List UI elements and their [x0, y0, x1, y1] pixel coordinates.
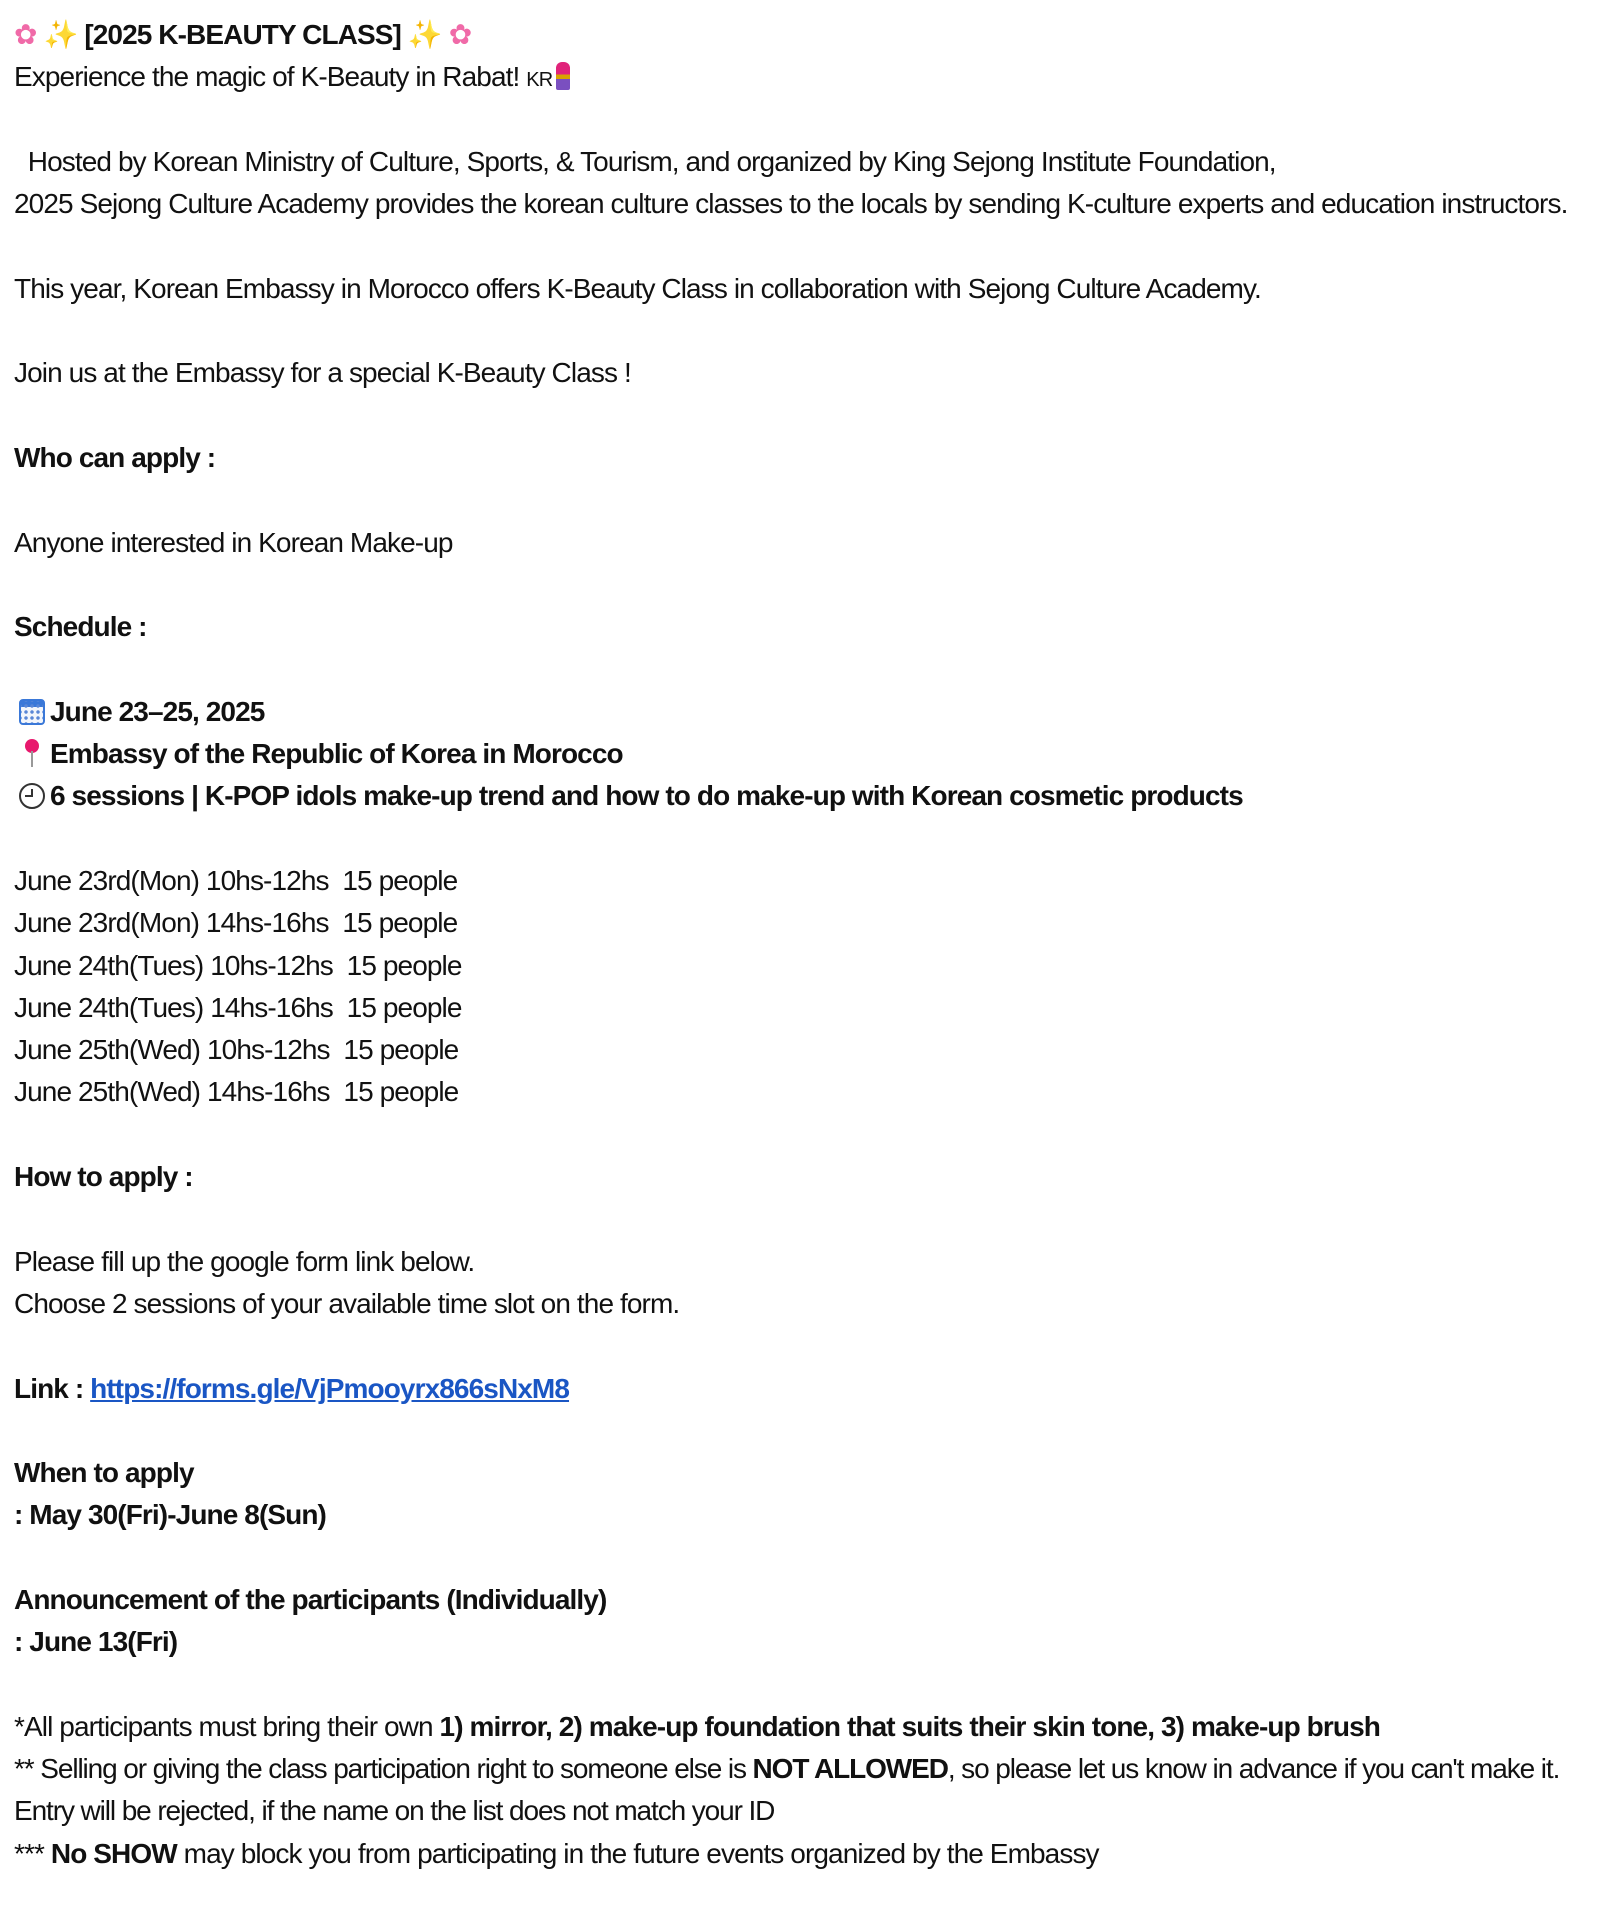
spacer	[14, 1664, 1607, 1706]
session-slot: June 23rd(Mon) 14hs-16hs 15 people	[14, 907, 458, 939]
spacer	[14, 310, 1607, 352]
sparkles-icon: ✨	[43, 19, 78, 50]
spacer	[14, 1198, 1607, 1240]
spacer	[14, 1325, 1607, 1367]
schedule-sessions-line	[14, 775, 1607, 817]
intro-line-2: 2025 Sejong Culture Academy provides the korean culture classes to the locals by sending K-culture experts and education instructors.	[14, 188, 1568, 220]
sparkles-icon: ✨	[407, 19, 442, 50]
note-3-text: ***	[14, 1837, 51, 1869]
schedule-date-line	[14, 691, 1607, 733]
who-text: Anyone interested in Korean Make-up	[14, 526, 453, 558]
spacer	[14, 818, 1607, 860]
collab-text: This year, Korean Embassy in Morocco offers K-Beauty Class in collaboration with Sejong Culture Academy.	[14, 272, 1261, 304]
clock-icon	[19, 783, 45, 809]
when-heading: When to apply	[14, 1457, 194, 1489]
session-slot-list	[14, 860, 1607, 1114]
lipstick-icon	[556, 62, 570, 90]
korea-flag-icon: KR	[526, 69, 553, 92]
spacer	[14, 395, 1607, 437]
session-slot: June 24th(Tues) 10hs-12hs 15 people	[14, 949, 462, 981]
google-form-link[interactable]: https://forms.gle/VjPmooyrx866sNxM8	[90, 1372, 570, 1404]
spacer	[14, 1410, 1607, 1452]
announce-value: : June 13(Fri)	[14, 1626, 178, 1658]
session-slot: June 24th(Tues) 14hs-16hs 15 people	[14, 991, 462, 1023]
link-label: Link :	[14, 1372, 91, 1404]
subtitle-text: Experience the magic of K-Beauty in Rabat!	[14, 61, 527, 93]
note-3-bold: No SHOW	[50, 1837, 177, 1869]
note-1	[14, 1706, 1607, 1748]
join-text: Join us at the Embassy for a special K-Beauty Class !	[14, 357, 631, 389]
note-1-text: *All participants must bring their own	[14, 1710, 440, 1742]
spacer	[14, 564, 1607, 606]
pushpin-icon	[24, 739, 40, 769]
spacer	[14, 1114, 1607, 1156]
when-value: : May 30(Fri)-June 8(Sun)	[14, 1499, 326, 1531]
schedule-heading: Schedule :	[14, 611, 147, 643]
intro-line-1: Hosted by Korean Ministry of Culture, Sports, & Tourism, and organized by King Sejong Institute Foundation,	[14, 145, 1276, 177]
subtitle-line	[14, 56, 1607, 98]
session-slot: June 23rd(Mon) 10hs-12hs 15 people	[14, 864, 458, 896]
spacer	[14, 225, 1607, 267]
calendar-icon	[19, 699, 45, 725]
note-2	[14, 1748, 1607, 1833]
schedule-location: Embassy of the Republic of Korea in Morocco	[50, 738, 623, 770]
link-line	[14, 1368, 1607, 1410]
session-slot: June 25th(Wed) 10hs-12hs 15 people	[14, 1034, 459, 1066]
announce-heading: Announcement of the participants (Individually)	[14, 1583, 607, 1615]
flower-icon: ✿	[14, 19, 37, 50]
note-3-suffix: may block you from participating in the future events organized by the Embassy	[176, 1837, 1099, 1869]
schedule-sessions: 6 sessions | K-POP idols make-up trend and how to do make-up with Korean cosmetic products	[50, 780, 1243, 812]
how-line-2: Choose 2 sessions of your available time slot on the form.	[14, 1287, 680, 1319]
how-heading: How to apply :	[14, 1161, 193, 1193]
flower-icon: ✿	[448, 19, 472, 50]
spacer	[14, 648, 1607, 690]
spacer	[14, 1537, 1607, 1579]
post-title-line	[14, 14, 1607, 56]
how-line-1: Please fill up the google form link below.	[14, 1245, 475, 1277]
spacer	[14, 99, 1607, 141]
note-2-bold: NOT ALLOWED	[752, 1753, 948, 1785]
note-2-suffix: , so please let us know in advance if you can't make it. Entry will be rejected, if the name on the list does not match your ID	[14, 1753, 1560, 1827]
session-slot: June 25th(Wed) 14hs-16hs 15 people	[14, 1076, 459, 1108]
spacer	[14, 479, 1607, 521]
note-2-text: ** Selling or giving the class participation right to someone else is	[14, 1753, 753, 1785]
who-heading: Who can apply :	[14, 441, 216, 473]
note-3	[14, 1833, 1607, 1875]
schedule-location-line	[14, 733, 1607, 775]
note-1-bold: 1) mirror, 2) make-up foundation that suits their skin tone, 3) make-up brush	[439, 1710, 1380, 1742]
post-title: [2025 K-BEAUTY CLASS]	[84, 19, 401, 50]
schedule-date: June 23–25, 2025	[50, 695, 265, 727]
